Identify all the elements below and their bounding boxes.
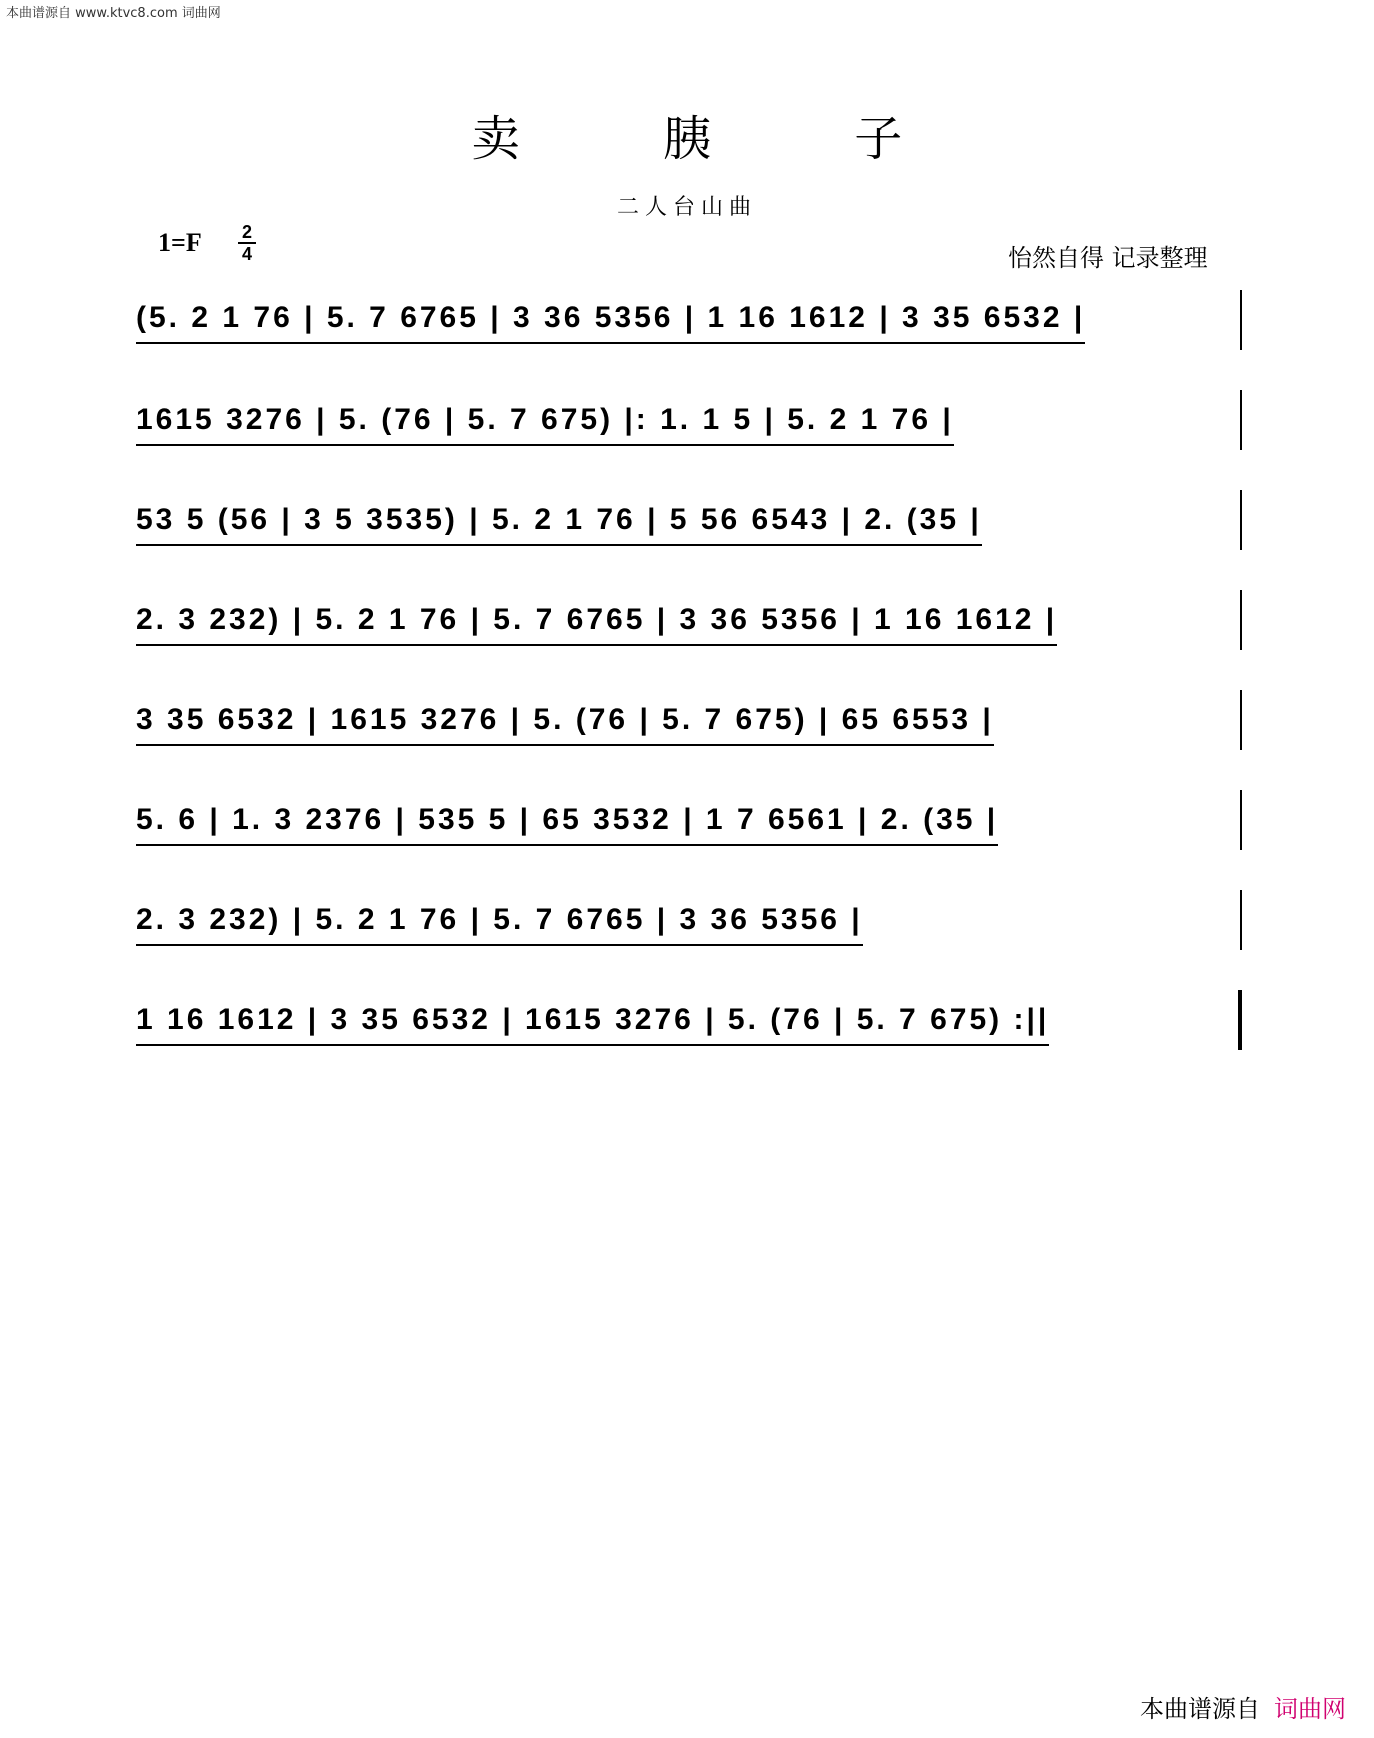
score-line-8 [136,1000,1240,1056]
score-line-1 [136,298,1240,354]
score-line-7 [136,900,1240,956]
bottom-watermark-site[interactable]: 词曲网 [1274,1695,1346,1723]
score-line-5 [136,700,1240,756]
credit-line: 怡然自得 记录整理 [1008,244,1208,272]
time-signature-top: 2 [241,222,252,242]
song-title: 卖 胰 子 [471,111,967,167]
score-line-3 [136,500,1240,556]
score-line-text: 5. 6 | 1. 3 2376 | 535 5 | 65 3532 | 1 7 6561 | 2. (35 | [136,800,998,846]
key-signature: 1=F [158,228,202,257]
score-line-text: 1615 3276 | 5. (76 | 5. 7 675) |: 1. 1 5 | 5. 2 1 76 | [136,400,954,446]
score-line-text: 2. 3 232) | 5. 2 1 76 | 5. 7 6765 | 3 36 5356 | [136,900,863,946]
score-line-text: 53 5 (56 | 3 5 3535) | 5. 2 1 76 | 5 56 6543 | 2. (35 | [136,500,982,546]
bottom-watermark [1140,1689,1346,1724]
score-line-text: 1 16 1612 | 3 35 6532 | 1615 3276 | 5. (76 | 5. 7 675) :|| [136,1000,1049,1046]
line-end-barline [1240,590,1242,650]
line-end-barline [1240,390,1242,450]
bottom-watermark-source: 本曲谱源自 [1140,1695,1260,1723]
line-end-barline [1240,290,1242,350]
score-line-text: 3 35 6532 | 1615 3276 | 5. (76 | 5. 7 675) | 65 6553 | [136,700,994,746]
score-line-4 [136,600,1240,656]
line-end-barline [1240,790,1242,850]
song-subtitle: 二人台山曲 [616,195,757,220]
score-line-text: (5. 2 1 76 | 5. 7 6765 | 3 36 5356 | 1 16 1612 | 3 35 6532 | [136,298,1085,344]
final-barline [1238,990,1242,1050]
score-line-2 [136,400,1240,456]
line-end-barline [1240,890,1242,950]
time-signature-bottom: 4 [241,244,252,264]
top-watermark: 本曲谱源自 www.ktvc8.com 词曲网 [6,6,221,21]
line-end-barline [1240,490,1242,550]
score-line-6 [136,800,1240,856]
line-end-barline [1240,690,1242,750]
score-line-text: 2. 3 232) | 5. 2 1 76 | 5. 7 6765 | 3 36 5356 | 1 16 1612 | [136,600,1057,646]
